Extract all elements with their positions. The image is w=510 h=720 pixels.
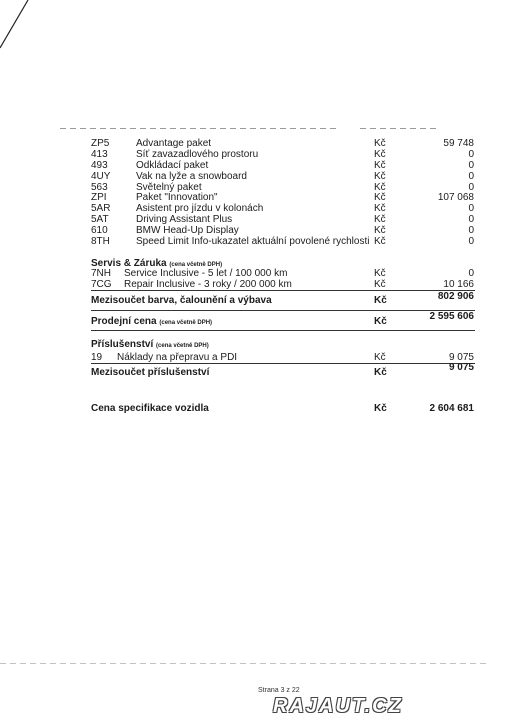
accessory-currency: Kč: [374, 352, 386, 363]
accessories-heading-label: Příslušenství: [91, 339, 154, 350]
item-code: ZP5: [91, 138, 110, 149]
item-name: Síť zavazadlového prostoru: [136, 149, 259, 160]
accessories-heading: [91, 339, 209, 352]
item-price: 0: [468, 236, 474, 247]
item-price: 107 068: [437, 192, 474, 203]
item-code: 4UY: [91, 171, 111, 182]
servis-code: 7NH: [91, 268, 112, 279]
item-currency: Kč: [374, 236, 386, 247]
selling-price-label: Prodejní cena: [91, 316, 157, 327]
total-label: Cena specifikace vozidla: [91, 403, 209, 414]
servis-code: 7CG: [91, 279, 112, 290]
item-currency: Kč: [374, 171, 386, 182]
item-currency: Kč: [374, 192, 386, 203]
selling-price-currency: Kč: [374, 316, 387, 327]
divider: [91, 310, 475, 311]
item-code: 493: [91, 160, 108, 171]
total-currency: Kč: [374, 403, 387, 414]
item-name: BMW Head-Up Display: [136, 225, 239, 236]
item-code: 610: [91, 225, 108, 236]
item-price: 0: [468, 160, 474, 171]
item-name: Odkládací paket: [136, 160, 209, 171]
item-name: Paket "Innovation": [136, 192, 218, 203]
item-price: 0: [468, 149, 474, 160]
item-name: Světelný paket: [136, 182, 202, 193]
item-currency: Kč: [374, 149, 386, 160]
item-code: ZPI: [91, 192, 107, 203]
page-number: Strana 3 z 22: [258, 687, 300, 694]
selling-price-note: (cena včetně DPH): [159, 320, 213, 326]
subtotal-color-price: 802 906: [437, 291, 474, 302]
item-name: Speed Limit Info-ukazatel aktuální povolené rychlosti: [136, 236, 370, 247]
accessories-subtotal-currency: Kč: [374, 367, 387, 378]
divider: [91, 290, 475, 291]
scan-divider-top-right: [360, 128, 440, 129]
item-name: Advantage paket: [136, 138, 212, 149]
item-currency: Kč: [374, 203, 386, 214]
item-price: 0: [468, 203, 474, 214]
item-currency: Kč: [374, 225, 386, 236]
servis-name: Repair Inclusive - 3 roky / 200 000 km: [124, 279, 292, 290]
accessories-subtotal-price: 9 075: [448, 362, 474, 373]
divider: [91, 363, 475, 364]
watermark: RAJAUT.CZ: [273, 695, 403, 717]
item-price: 0: [468, 171, 474, 182]
item-name: Driving Assistant Plus: [136, 214, 233, 225]
accessory-code: 19: [91, 352, 103, 363]
divider: [91, 330, 475, 331]
servis-price: 0: [468, 268, 474, 279]
item-code: 8TH: [91, 236, 110, 247]
servis-price: 10 166: [443, 279, 474, 290]
servis-currency: Kč: [374, 268, 386, 279]
item-currency: Kč: [374, 214, 386, 225]
item-price: 0: [468, 225, 474, 236]
scan-divider-top: [60, 128, 340, 129]
accessories-heading-note: (cena včetně DPH): [156, 343, 209, 349]
item-price: 0: [468, 182, 474, 193]
accessory-name: Náklady na přepravu a PDI: [117, 352, 238, 363]
total-price: 2 604 681: [429, 403, 474, 414]
servis-currency: Kč: [374, 279, 386, 290]
item-name: Asistent pro jízdu v kolonách: [136, 203, 264, 214]
servis-name: Service Inclusive - 5 let / 100 000 km: [124, 268, 288, 279]
selling-price-row: [91, 316, 212, 329]
item-currency: Kč: [374, 138, 386, 149]
item-currency: Kč: [374, 160, 386, 171]
item-code: 413: [91, 149, 108, 160]
subtotal-color-label: Mezisoučet barva, čalounění a výbava: [91, 295, 272, 306]
scan-artifact-line: [0, 0, 60, 60]
accessory-price: 9 075: [448, 352, 474, 363]
item-code: 5AT: [91, 214, 109, 225]
item-price: 59 748: [443, 138, 474, 149]
servis-heading-note: (cena včetně DPH): [169, 262, 223, 268]
item-code: 5AR: [91, 203, 111, 214]
item-name: Vak na lyže a snowboard: [136, 171, 247, 182]
item-currency: Kč: [374, 182, 386, 193]
servis-heading-label: Servis & Záruka: [91, 258, 167, 269]
selling-price-value: 2 595 606: [429, 311, 474, 322]
accessories-subtotal-label: Mezisoučet příslušenství: [91, 367, 210, 378]
item-price: 0: [468, 214, 474, 225]
subtotal-color-currency: Kč: [374, 295, 387, 306]
item-code: 563: [91, 182, 108, 193]
scan-divider-bottom: [0, 663, 490, 664]
